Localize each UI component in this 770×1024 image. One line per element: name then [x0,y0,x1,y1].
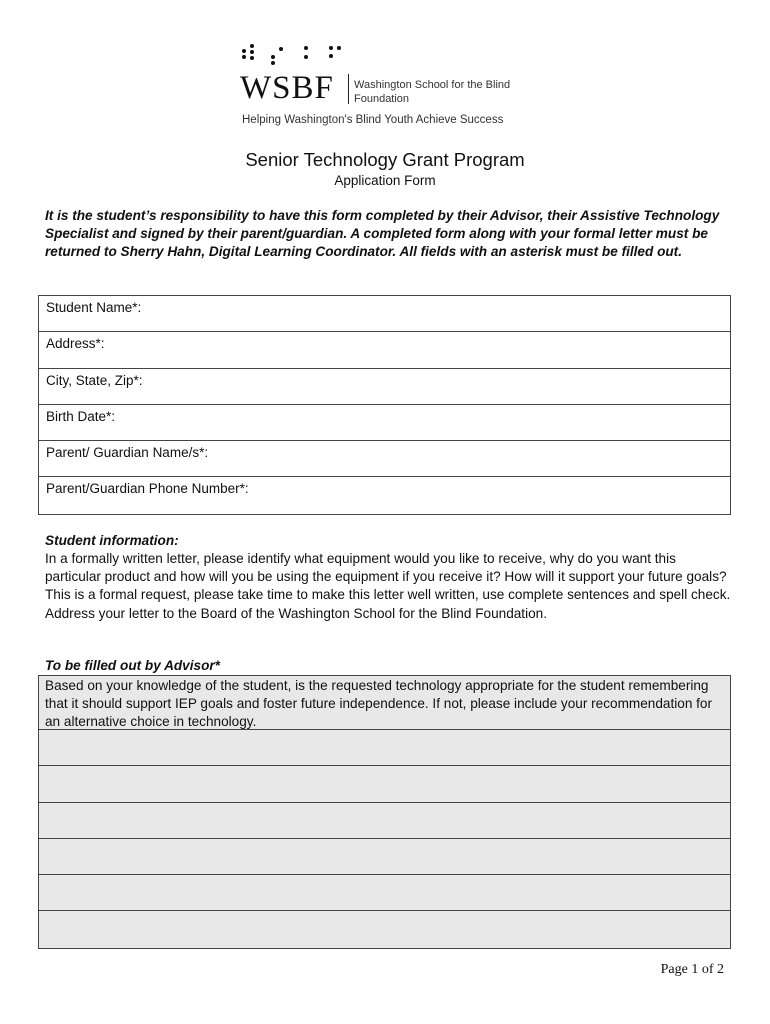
advisor-answer-line[interactable] [39,911,730,947]
advisor-answer-line[interactable] [39,839,730,875]
page-title: Senior Technology Grant Program [245,149,525,170]
address-field[interactable]: Address*: [39,332,730,368]
student-info-text: In a formally written letter, please identify what equipment would you like to receive, why do you want this particular product and how will you be using the equipment if you receive it? How will it support your future goals? This is a formal request, please take time to make this letter well written, use complete sentences and spell check. Address your letter to the Board of the Washington School for the Blind Foundation. [45,551,731,621]
advisor-answer-line[interactable] [39,766,730,802]
logo-org-line1: Washington School for the Blind [354,79,511,91]
page-subtitle: Application Form [334,173,436,188]
logo-org-name [354,78,510,106]
city-state-zip-field[interactable]: City, State, Zip*: [39,369,730,405]
student-info-heading: Student information: [45,533,179,548]
braille-dots-icon [240,42,360,66]
applicant-info-table [38,295,731,515]
guardian-name-field[interactable]: Parent/ Guardian Name/s*: [39,441,730,477]
logo-org-line2: Foundation [354,93,410,105]
logo-divider [348,74,349,104]
page-number: Page 1 of 2 [660,962,724,977]
advisor-answer-line[interactable] [39,803,730,839]
advisor-answer-line[interactable] [39,730,730,766]
advisor-table [38,675,731,949]
logo-tagline: Helping Washington's Blind Youth Achieve Success [242,114,504,126]
advisor-answer-line[interactable] [39,875,730,911]
advisor-heading: To be filled out by Advisor* [45,658,220,673]
intro-instructions: It is the student’s responsibility to have this form completed by their Advisor, their Assistive Technology Specialist and signed by their parent/guardian. A completed form along with your formal letter must be returned to Sherry Hahn, Digital Learning Coordinator. All fields with an asterisk must be filled out. [45,208,720,259]
logo-wordmark: WSBF [240,70,334,106]
wsbf-logo [240,42,540,134]
guardian-phone-field[interactable]: Parent/Guardian Phone Number*: [46,481,249,497]
student-name-field[interactable]: Student Name*: [39,296,730,332]
birth-date-field[interactable]: Birth Date*: [39,405,730,441]
advisor-prompt: Based on your knowledge of the student, is the requested technology appropriate for the student remembering that it should support IEP goals and foster future independence. If not, please include your recommendation for an alternative choice in technology. [39,676,730,730]
